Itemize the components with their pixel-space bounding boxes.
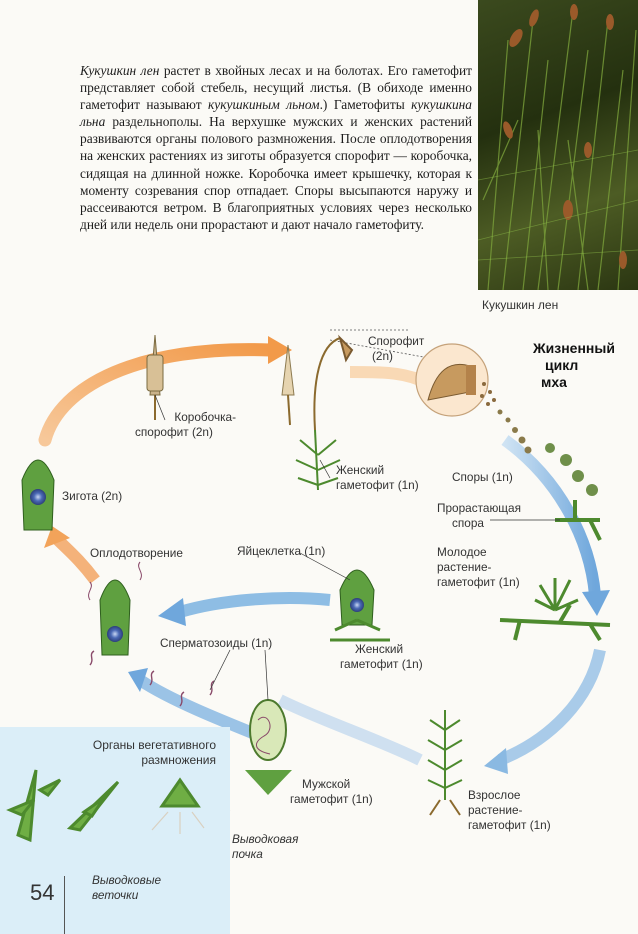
label-adult-3: гаметофит (1n) [468, 818, 551, 832]
label-sperm: Сперматозоиды (1n) [160, 636, 273, 650]
paragraph-segment: растет в хвойных лесах и на болотах. Его гаметофит представляет собой стебель, несущий листья. (В обиходе именно гаметофит называют [80, 63, 472, 113]
label-zygote: Зигота (2n) [62, 489, 123, 503]
label-female-mid-2: гаметофит (1n) [340, 657, 423, 671]
label-young-1: Молодое [437, 545, 487, 559]
paragraph-segment: кукушкина льна [80, 97, 472, 130]
paragraph-segment: .) Гаметофиты [319, 97, 412, 113]
label-sporophyte-2: (2n) [372, 349, 393, 363]
paragraph-segment: раздельнополы. На верхушке мужских и женских растений развиваются органы полового размножения. После оплодотворения на женских растениях из зиготы образуется спорофит — коробочка, сидящая на длинной ножке. Коробочка имеет крышечку, которая к моменту созревания спор отпадает. Споры высыпаются наружу и рассеиваются ветром. В благоприятных условиях через несколько дней или недель они прорастают и дают начало гаметофиту. [80, 114, 472, 232]
label-female-top-1: Женский [336, 463, 385, 477]
label-germinating-1: Прорастающая [437, 501, 521, 515]
cycle-title-line-3: мха [541, 374, 567, 390]
label-adult-1: Взрослое [468, 788, 521, 802]
cycle-title-line-1: Жизненный [533, 340, 615, 356]
cycle-title-line-2: цикл [545, 357, 579, 373]
label-spores: Споры (1n) [452, 470, 513, 484]
label-bud-2: почка [232, 847, 263, 861]
label-capsule-2: спорофит (2n) [135, 425, 213, 439]
label-capsule-1: Коробочка- [174, 410, 236, 424]
vegetative-title-line-1: Органы вегетативного [92, 738, 216, 752]
label-young-3: гаметофит (1n) [437, 575, 520, 589]
label-fertilization: Оплодотворение [90, 546, 183, 560]
page-number: 54 [30, 880, 55, 905]
photo-caption: Кукушкин лен [482, 298, 559, 312]
vegetative-title-line-2: размножения [141, 753, 216, 767]
label-egg: Яйцеклетка (1n) [237, 544, 326, 558]
label-male-1: Мужской [302, 777, 351, 791]
label-bud-1: Выводковая [232, 832, 299, 846]
label-germinating-2: спора [452, 516, 484, 530]
label-female-top-2: гаметофит (1n) [336, 478, 419, 492]
paragraph-segment: Кукушкин лен [80, 63, 160, 78]
page-number-rule [64, 876, 65, 934]
label-male-2: гаметофит (1n) [290, 792, 373, 806]
label-branch-1: Выводковые [92, 873, 162, 887]
paragraph-segment: кукушкиным льном [208, 97, 320, 113]
label-adult-2: растение- [468, 803, 523, 817]
vegetative-title [66, 738, 216, 768]
label-sporophyte-1: Спорофит [368, 334, 425, 348]
label-female-mid-1: Женский [355, 642, 404, 656]
label-young-2: растение- [437, 560, 492, 574]
label-branch-2: веточки [92, 888, 139, 902]
